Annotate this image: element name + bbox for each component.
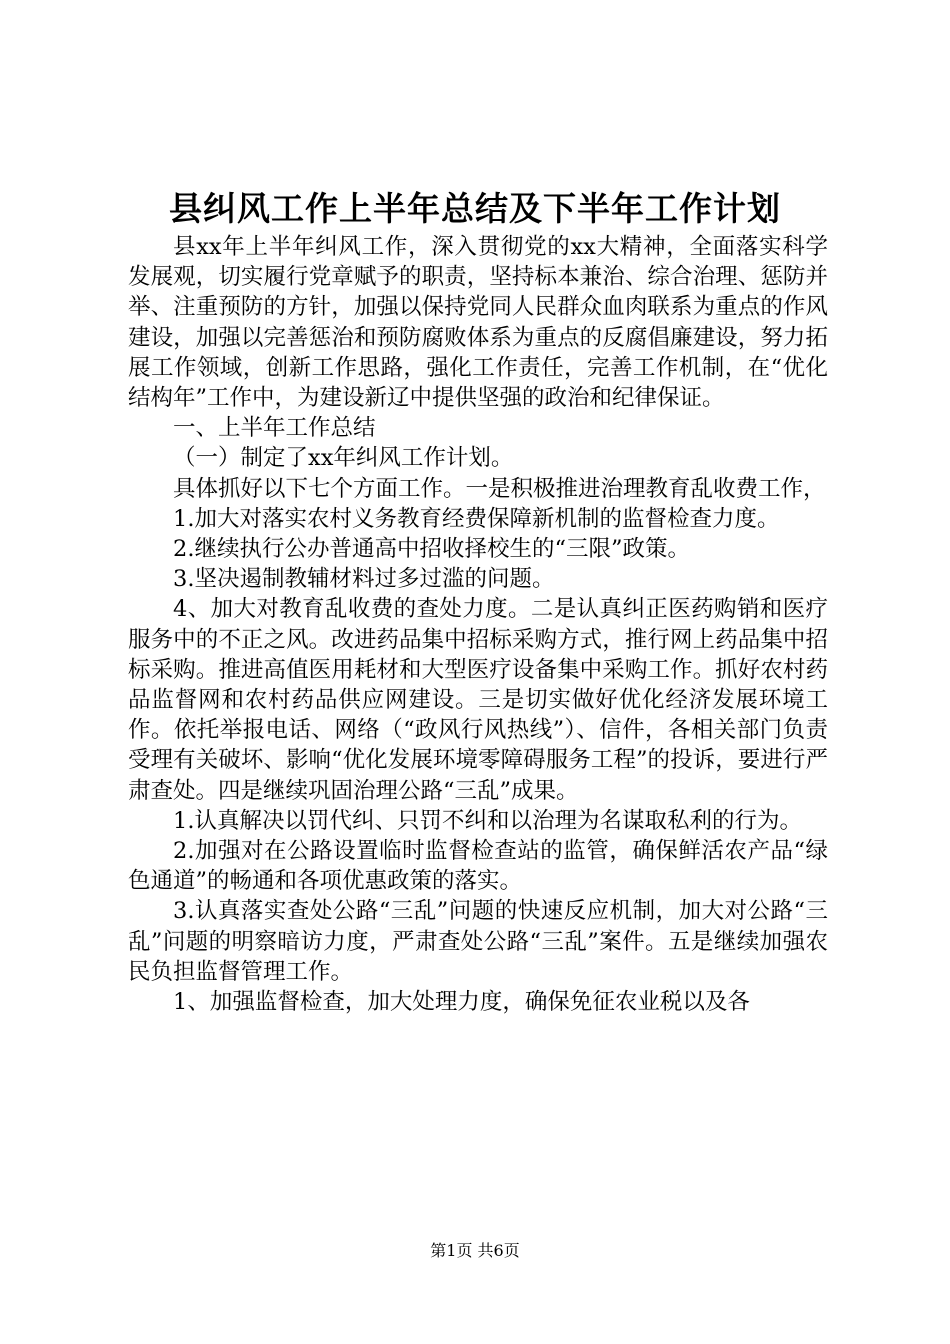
document-body	[128, 232, 828, 1017]
page-footer: 第1页 共6页	[430, 1241, 520, 1260]
subsection-heading: （一）制定了xx年纠风工作计划。	[173, 445, 514, 472]
list-item: 3.认真落实查处公路“三乱”问题的快速反应机制，加大对公路“三乱”问题的明察暗访力度，严肃查处公路“三乱”案件。五是继续加强农民负担监督管理工作。	[128, 898, 828, 985]
list-item: 2.加强对在公路设置临时监督检查站的监管，确保鲜活农产品“绿色通道”的畅通和各项优惠政策的落实。	[128, 838, 828, 895]
list-item: 1.认真解决以罚代纠、只罚不纠和以治理为名谋取私利的行为。	[173, 807, 802, 834]
list-item: 3.坚决遏制教辅材料过多过滥的问题。	[173, 566, 555, 593]
section-heading: 一、上半年工作总结	[173, 415, 376, 442]
paragraph-intro: 县xx年上半年纠风工作，深入贯彻党的xx大精神，全面落实科学发展观，切实履行党章赋予的职责，坚持标本兼治、综合治理、惩防并举、注重预防的方针，加强以保持党同人民群众血肉联系为重点的作风建设，加强以完善惩治和预防腐败体系为重点的反腐倡廉建设，努力拓展工作领域，创新工作思路，强化工作责任，完善工作机制，在“优化结构年”工作中，为建设新辽中提供坚强的政治和纪律保证。	[128, 234, 828, 412]
paragraph: 具体抓好以下七个方面工作。一是积极推进治理教育乱收费工作，	[173, 475, 826, 502]
list-item: 1、加强监督检查，加大处理力度，确保免征农业税以及各	[173, 989, 750, 1016]
list-item: 2.继续执行公办普通高中招收择校生的“三限”政策。	[173, 536, 690, 563]
list-item: 1.加大对落实农村义务教育经费保障新机制的监督检查力度。	[173, 505, 780, 532]
paragraph: 4、加大对教育乱收费的查处力度。二是认真纠正医药购销和医疗服务中的不正之风。改进药品集中招标采购方式，推行网上药品集中招标采购。推进高值医用耗材和大型医疗设备集中采购工作。抓好农村药品监督网和农村药品供应网建设。三是切实做好优化经济发展环境工作。依托举报电话、网络（“政风行风热线”）、信件，各相关部门负责受理有关破坏、影响“优化发展环境零障碍服务工程”的投诉，要进行严肃查处。四是继续巩固治理公路“三乱”成果。	[128, 596, 828, 804]
document-title: 县纠风工作上半年总结及下半年工作计划	[169, 189, 781, 228]
